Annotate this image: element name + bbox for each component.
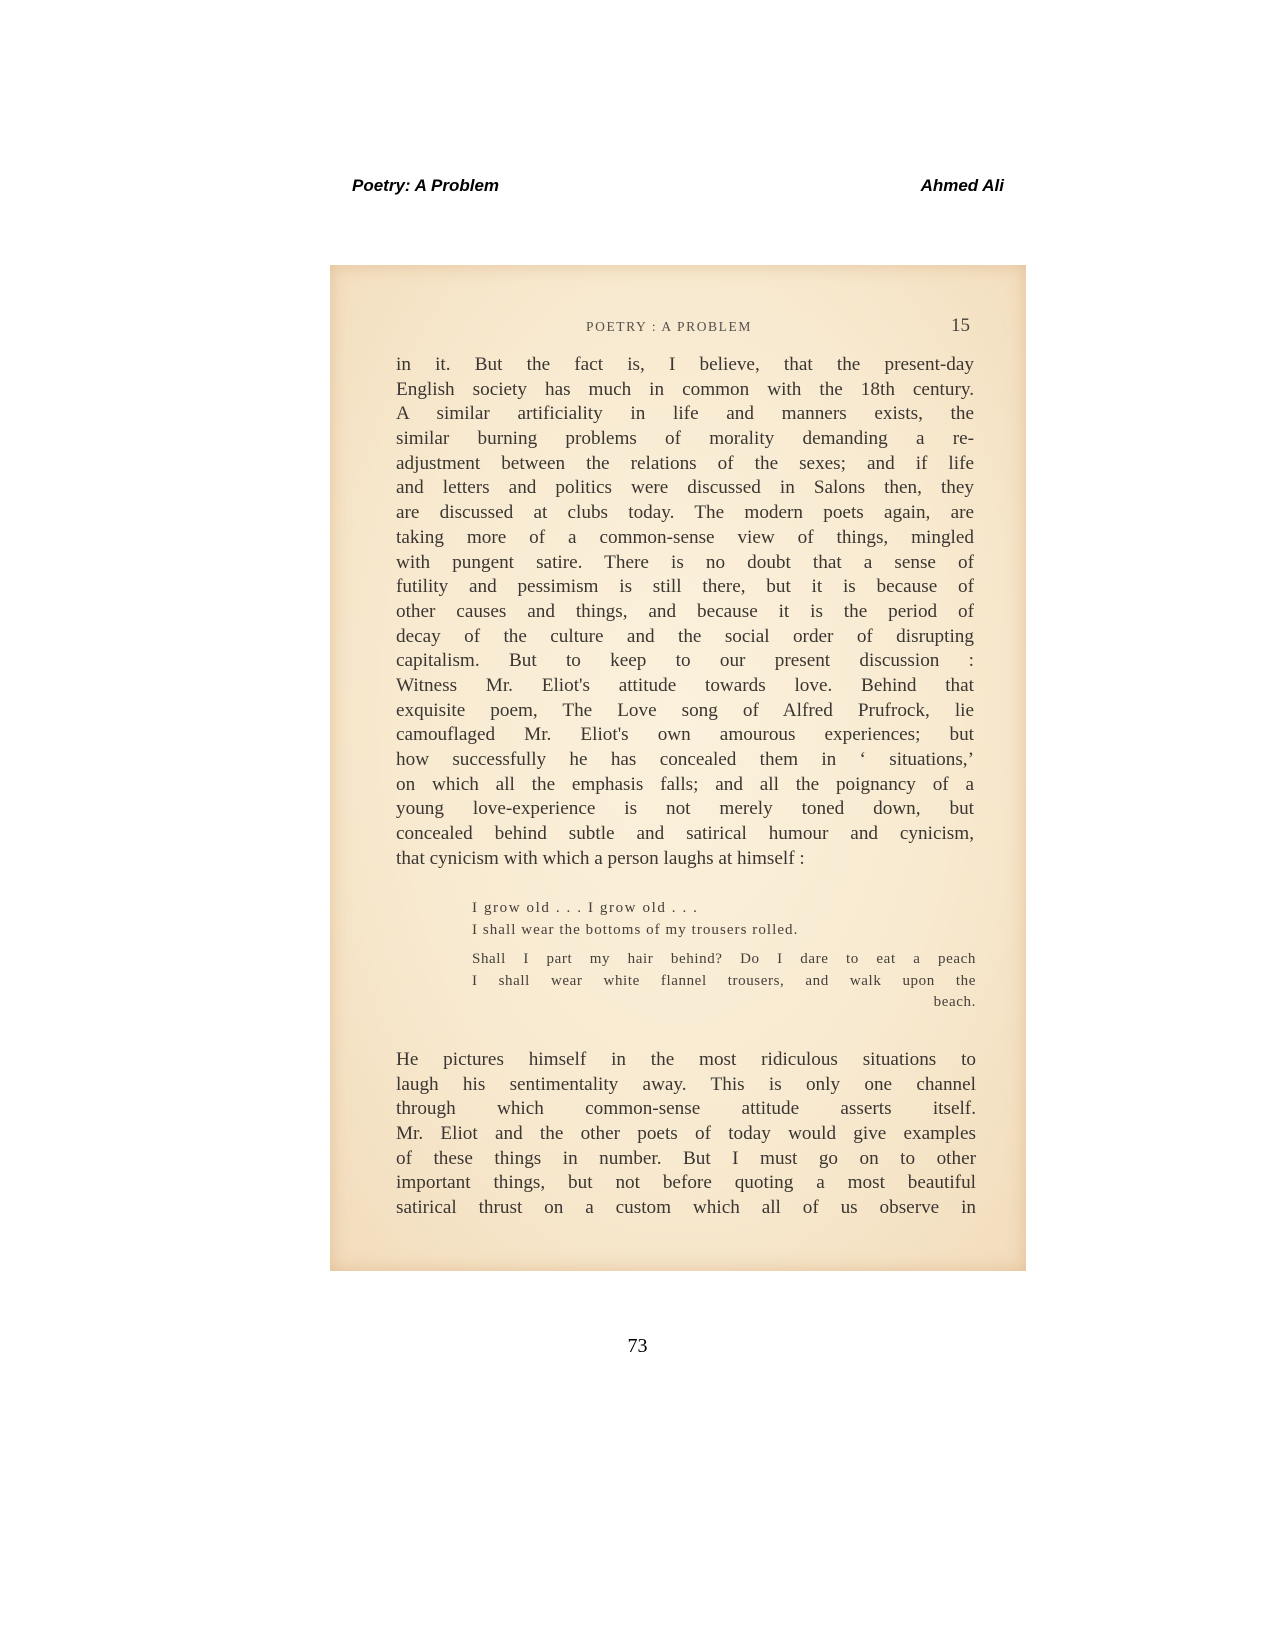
scanned-book-page bbox=[330, 265, 1026, 1271]
text-line: laugh his sentimentality away. This is only one channel bbox=[396, 1073, 976, 1095]
text-line: exquisite poem, The Love song of Alfred Prufrock, lie bbox=[396, 699, 974, 721]
running-header-author: Ahmed Ali bbox=[920, 176, 1004, 195]
text-line: other causes and things, and because it is the period of bbox=[396, 600, 974, 622]
text-line: adjustment between the relations of the sexes; and if life bbox=[396, 452, 974, 474]
text-line: satirical thrust on a custom which all of us observe in bbox=[396, 1197, 976, 1219]
closing-paragraph bbox=[396, 1048, 976, 1221]
text-line: similar burning problems of morality demanding a re- bbox=[396, 428, 974, 450]
text-line: of these things in number. But I must go on to other bbox=[396, 1147, 976, 1169]
text-line: how successfully he has concealed them in ‘ situations,’ bbox=[396, 749, 974, 770]
text-line: and letters and politics were discussed in Salons then, they bbox=[396, 477, 974, 499]
verse-line: beach. bbox=[933, 994, 976, 1010]
text-line: decay of the culture and the social order of disrupting bbox=[396, 625, 974, 647]
verse-stanza bbox=[472, 949, 976, 1014]
text-line: futility and pessimism is still there, but it is because of bbox=[396, 576, 974, 598]
text-line: Witness Mr. Eliot's attitude towards love. Behind that bbox=[396, 674, 974, 696]
text-line: are discussed at clubs today. The modern poets again, are bbox=[396, 502, 974, 524]
scanned-page-number: 15 bbox=[951, 315, 970, 336]
text-line: taking more of a common-sense view of things, mingled bbox=[396, 526, 974, 548]
text-line: English society has much in common with the 18th century. bbox=[396, 378, 974, 400]
scanned-page-running-title: POETRY : A PROBLEM bbox=[586, 319, 752, 334]
text-line: young love-experience is not merely toned down, but bbox=[396, 798, 974, 820]
verse-line: I grow old . . . I grow old . . . bbox=[472, 900, 699, 916]
text-line: in it. But the fact is, I believe, that the present-day bbox=[396, 354, 974, 375]
text-line: important things, but not before quoting a most beautiful bbox=[396, 1172, 976, 1194]
verse-line: I shall wear white flannel trousers, and walk upon the bbox=[472, 972, 976, 989]
text-line: concealed behind subtle and satirical humour and cynicism, bbox=[396, 823, 974, 845]
verse-line: Shall I part my hair behind? Do I dare to eat a peach bbox=[472, 951, 976, 967]
running-header-title: Poetry: A Problem bbox=[352, 176, 500, 195]
text-line: through which common-sense attitude asserts itself. bbox=[396, 1098, 976, 1120]
text-line: that cynicism with which a person laughs at himself : bbox=[396, 847, 805, 869]
page-folio-number: 73 bbox=[627, 1335, 648, 1357]
verse-quotation bbox=[472, 898, 976, 1022]
text-line: A similar artificiality in life and manners exists, the bbox=[396, 403, 974, 425]
text-line: capitalism. But to keep to our present discussion : bbox=[396, 650, 974, 672]
text-line: camouflaged Mr. Eliot's own amourous experiences; but bbox=[396, 724, 974, 746]
text-line: He pictures himself in the most ridiculous situations to bbox=[396, 1049, 976, 1070]
scanned-page-header bbox=[330, 315, 1026, 339]
text-line: Mr. Eliot and the other poets of today would give examples bbox=[396, 1123, 976, 1145]
text-line: with pungent satire. There is no doubt that a sense of bbox=[396, 551, 974, 573]
verse-line: I shall wear the bottoms of my trousers rolled. bbox=[472, 921, 799, 938]
text-line: on which all the emphasis falls; and all the poignancy of a bbox=[396, 773, 974, 795]
body-paragraph bbox=[396, 353, 974, 871]
verse-stanza bbox=[472, 898, 976, 941]
